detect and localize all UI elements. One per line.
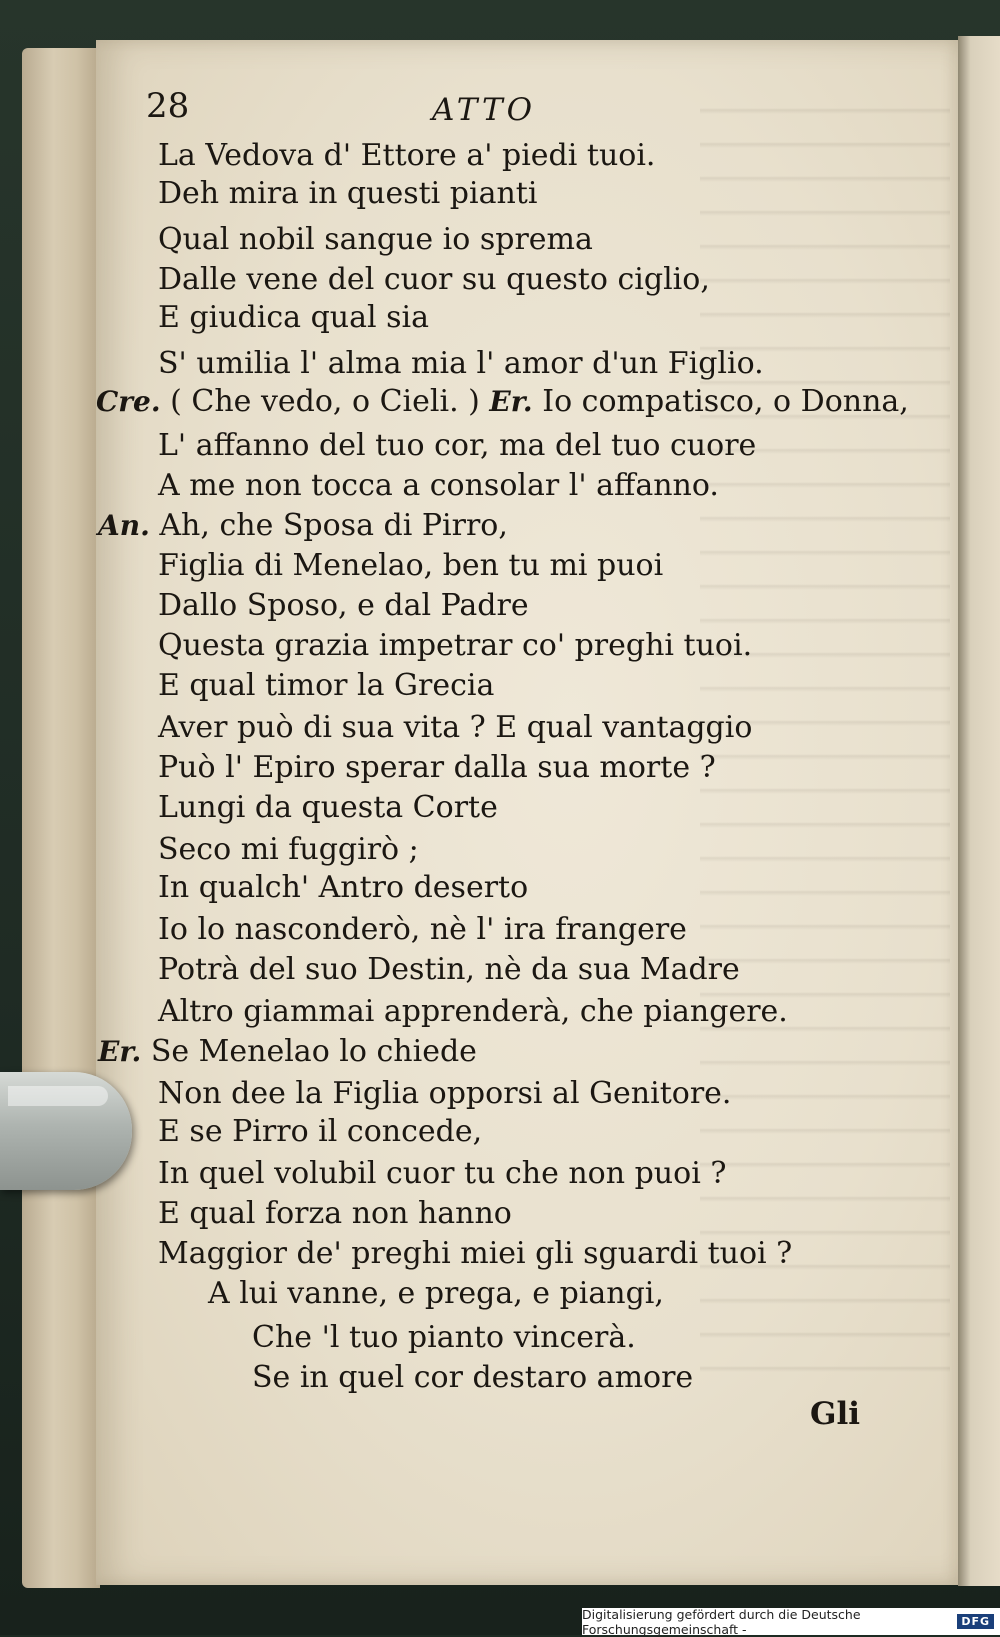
verse-line xyxy=(158,468,719,504)
verse-line xyxy=(158,588,529,624)
book-page-edges xyxy=(22,48,100,1588)
verse-text-span: Seco mi fuggirò ; xyxy=(158,832,419,867)
verse-text-span: L' affanno del tuo cor, ma del tuo cuore xyxy=(158,428,757,463)
verse-line xyxy=(158,1114,482,1150)
verse-text-span: Deh mira in questi pianti xyxy=(158,176,538,211)
verse-line xyxy=(158,262,710,298)
verse-line xyxy=(158,668,494,704)
verse-line xyxy=(158,138,655,174)
verse-text-span: Ah, che Sposa di Pirro, xyxy=(159,508,508,543)
verse-text-span: E se Pirro il concede, xyxy=(158,1114,483,1149)
verse-text-span: A me non tocca a consolar l' affanno. xyxy=(158,468,719,503)
verse-line xyxy=(158,300,429,336)
verse-text-span: A lui vanne, e prega, e piangi, xyxy=(208,1276,664,1311)
verse-line xyxy=(158,1196,512,1232)
verse-text-span: Lungi da questa Corte xyxy=(158,790,498,825)
verse-text-span: Può l' Epiro sperar dalla sua morte ? xyxy=(158,750,716,785)
verse-line xyxy=(158,912,687,948)
dfg-logo: DFG xyxy=(957,1614,994,1629)
verse-text-span: La Vedova d' Ettore a' piedi tuoi. xyxy=(158,138,656,173)
verse-text-span: Dallo Sposo, e dal Padre xyxy=(158,588,529,623)
verse-line xyxy=(158,346,764,382)
page-number: 28 xyxy=(146,86,190,126)
verse-text-span: In qualch' Antro deserto xyxy=(158,870,529,905)
running-head: ATTO xyxy=(432,92,537,128)
page-holder-clip xyxy=(0,1072,132,1190)
verse-text-span: Altro giammai apprenderà, che piangere. xyxy=(158,994,788,1029)
verse-line xyxy=(158,222,593,258)
verse-line xyxy=(158,710,752,746)
verse-line xyxy=(158,628,752,664)
verse-line xyxy=(96,384,909,420)
verse-text-span: Aver può di sua vita ? E qual vantaggio xyxy=(158,710,753,745)
verse-line xyxy=(208,1276,664,1312)
verse-line xyxy=(158,790,498,826)
verse-text-span: Non dee la Figlia opporsi al Genitore. xyxy=(158,1076,732,1111)
verse-line xyxy=(158,952,740,988)
verse-text-span: Questa grazia impetrar co' preghi tuoi. xyxy=(158,628,753,663)
speaker-label: Er. xyxy=(98,1035,142,1068)
verse-line xyxy=(158,1076,731,1112)
catchword: Gli xyxy=(810,1396,861,1432)
verse-text-span: Figlia di Menelao, ben tu mi puoi xyxy=(158,548,664,583)
verse-line xyxy=(252,1320,636,1356)
verse-line xyxy=(158,1236,792,1272)
verse-text-span: In quel volubil cuor tu che non puoi ? xyxy=(158,1156,727,1191)
verse-line xyxy=(158,870,528,906)
verse-text-span: Potrà del suo Destin, nè da sua Madre xyxy=(158,952,740,987)
verse-text-span: Qual nobil sangue io sprema xyxy=(158,222,593,257)
speaker-label: An. xyxy=(98,509,150,542)
verse-text-span: E giudica qual sia xyxy=(158,300,429,335)
verse-line xyxy=(98,508,508,544)
verse-text-span: Io lo nasconderò, nè l' ira frangere xyxy=(158,912,687,947)
digitization-credit xyxy=(582,1608,1000,1635)
verse-line xyxy=(98,1034,477,1070)
verse-line xyxy=(158,176,537,212)
verse-line xyxy=(158,428,756,464)
verse-text-span: S' umilia l' alma mia l' amor d'un Figlio. xyxy=(158,346,764,381)
verse-text-span: E qual timor la Grecia xyxy=(158,668,495,703)
verse-text-span: E qual forza non hanno xyxy=(158,1196,512,1231)
verse-line xyxy=(158,548,663,584)
verse-text-span: ( Che vedo, o Cieli. ) xyxy=(170,384,490,419)
verse-text-span: Se Menelao lo chiede xyxy=(150,1034,477,1069)
verse-text-span: Maggior de' preghi miei gli sguardi tuoi ? xyxy=(158,1236,793,1271)
credit-text: Digitalisierung gefördert durch die Deutsche Forschungsgemeinschaft - xyxy=(582,1606,861,1637)
verse-text-span: Che 'l tuo pianto vincerà. xyxy=(252,1320,636,1355)
verse-line xyxy=(158,994,788,1030)
verse-text-span: Dalle vene del cuor su questo ciglio, xyxy=(158,262,710,297)
verse-line xyxy=(158,1156,726,1192)
verse-line xyxy=(252,1360,693,1396)
facing-page-edge xyxy=(958,36,1000,1586)
verse-text-span: Io compatisco, o Donna, xyxy=(532,384,909,419)
speaker-label: Er. xyxy=(489,385,533,418)
speaker-label: Cre. xyxy=(96,385,161,418)
verse-line xyxy=(158,832,419,868)
verse-text-span: Se in quel cor destaro amore xyxy=(252,1360,694,1395)
verse-line xyxy=(158,750,716,786)
